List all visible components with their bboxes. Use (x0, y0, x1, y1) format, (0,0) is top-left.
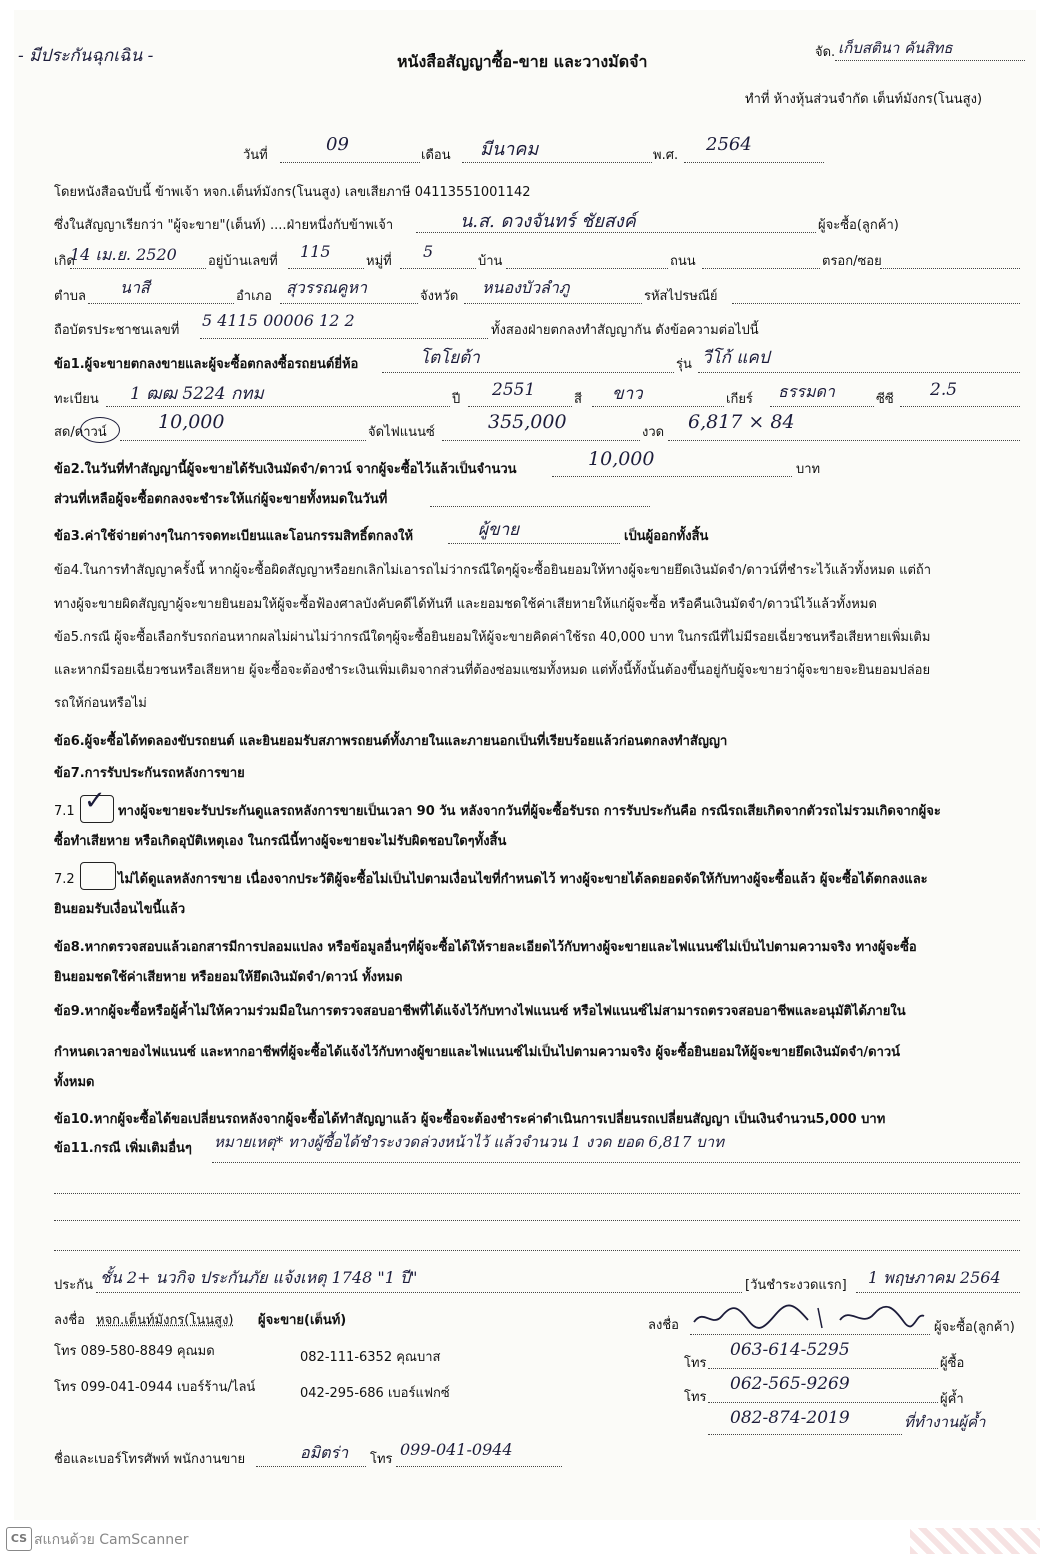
born-label: เกิด (54, 254, 75, 269)
clause1-model: วีโก้ แคป (702, 348, 770, 368)
clause8-line2: ยินยอมชดใช้ค่าเสียหาย หรือยอมให้ยึดเงินมัดจำ/ดาวน์ ทั้งหมด (54, 970, 403, 985)
clause9-line2: กำหนดเวลาของไฟแนนซ์ และหากอาชีพที่ผู้จะซื้อได้แจ้งไว้กับทางผู้ขายและไฟแนนซ์ไม่เป็นไปตามความจริง ผู้จะซื้อยินยอมให้ผู้จะขายยึดเงินมัดจำ/ดาวน์ (54, 1045, 901, 1060)
work-tel: 082-874-2019 (730, 1408, 850, 1428)
province-line (464, 303, 642, 304)
subdistrict-label: ตำบล (54, 289, 86, 304)
clause1-finance: 355,000 (488, 411, 567, 433)
buyer-signature (690, 1298, 930, 1334)
clause7-title: ข้อ7.การรับประกันรถหลังการขาย (54, 766, 245, 781)
clause1-reg-line (106, 406, 450, 407)
shop-tel-3: โทร 099-041-0944 เบอร์ร้าน/ไลน์ (54, 1380, 256, 1395)
seller-line-pre: ซึ่งในสัญญาเรียกว่า "ผู้จะขาย"(เต็นท์) ....ฝ่ายหนึ่งกับข้าพเจ้า (54, 218, 394, 233)
camscanner-text: สแกนด้วย CamScanner (34, 1532, 189, 1548)
subdistrict-value: นาสี (120, 278, 150, 297)
clause1-cc-line (900, 406, 1020, 407)
house-label: อยู่บ้านเลขที่ (208, 254, 278, 269)
alley-line (880, 268, 1020, 269)
clause1-cash-label: สด/ดาวน์ (54, 425, 107, 440)
district-line (280, 303, 418, 304)
year-label: พ.ศ. (653, 148, 679, 163)
born-line (70, 268, 206, 269)
guarantor-tel-line (708, 1402, 938, 1403)
clause2-remain: ส่วนที่เหลือผู้จะซื้อตกลงจะชำระให้แก่ผู้จะขายทั้งหมดในวันที่ (54, 492, 388, 507)
clause4-line1: ข้อ4.ในการทำสัญญาครั้งนี้ หากผู้จะซื้อผิดสัญญาหรือยกเลิกไม่เอารถไม่ว่ากรณีใดๆผู้จะซื้อยินยอมให้ทางผู้จะขายยึดเงินมัดจำ/ดาวน์ที่ชำระไว้แล้วทั้งหมด แต่ถ้า (54, 563, 932, 578)
sales-label: ชื่อและเบอร์โทรศัพท์ พนักงานขาย (54, 1452, 246, 1467)
clause1-text: ข้อ1.ผู้จะขายตกลงขายและผู้จะซื้อตกลงซื้อรถยนต์ยี่ห้อ (54, 357, 359, 372)
clause7-opt1-line2: ซื้อทำเสียหาย หรือเกิดอุบัติเหตุเอง ในกรณีนี้ทางผู้จะขายจะไม่รับผิดชอบใดๆทั้งสิ้น (54, 834, 507, 849)
clause9-line3: ทั้งหมด (54, 1075, 95, 1090)
seller-line-post: ผู้จะซื้อ(ลูกค้า) (818, 218, 899, 233)
clause11-line2 (54, 1193, 1020, 1194)
clause9-line1: ข้อ9.หากผู้จะซื้อหรือผู้ค้ำไม่ให้ความร่วมมือในการตรวจสอบอาชีพที่ได้แจ้งไว้กับทางไฟแนนซ์ หรือไฟแนนซ์ไม่สามารถตรวจสอบอาชีพและอนุมัติได้ภายใน (54, 1004, 906, 1019)
clause7-opt2-line1: ไม่ได้ดูแลหลังการขาย เนื่องจากประวัติผู้จะซื้อไม่เป็นไปตามเงื่อนไขที่กำหนดไว้ ทางผู้จะขายได้ลดยอดจัดให้กับทางผู้จะซื้อแล้ว ผู้จะซื้อได้ตกลงและ (118, 872, 928, 887)
clause11-line1 (212, 1162, 1020, 1163)
guarantor-tel: 062-565-9269 (730, 1374, 850, 1394)
buyer-sign-line (690, 1334, 930, 1335)
day-line (280, 162, 420, 163)
district-value: สุวรรณคูหา (286, 278, 368, 297)
buyer-tel-line (708, 1368, 938, 1369)
clause7-opt2-line2: ยินยอมรับเงื่อนไขนี้แล้ว (54, 902, 186, 917)
sales-tel: 099-041-0944 (400, 1440, 513, 1459)
insurance-value: ชั้น 2+ นวกิจ ประกันภัย แจ้งเหตุ 1748 "1 ปี" (100, 1268, 418, 1287)
clause10-text: ข้อ10.หากผู้จะซื้อได้ขอเปลี่ยนรถหลังจากผู้จะซื้อได้ทำสัญญาแล้ว ผู้จะซื้อจะต้องชำระค่าดำเนินการเปลี่ยนรถเปลี่ยนสัญญา เป็นเงินจำนวน5,000 บาท (54, 1112, 886, 1127)
buyer-tel-role: ผู้ซื้อ (940, 1356, 965, 1371)
clause1-finance-label: จัดไฟแนนซ์ (368, 425, 435, 440)
clause7-opt1-num: 7.1 (54, 804, 75, 819)
month-label: เดือน (421, 148, 451, 163)
clause1-finance-line (442, 440, 640, 441)
sales-name: อมิตร่า (300, 1443, 349, 1462)
clause1-gear-line (770, 406, 874, 407)
district-label: อำเภอ (236, 289, 272, 304)
clause3-who: ผู้ขาย (478, 520, 520, 540)
clause5-line3: รถให้ก่อนหรือไม่ (54, 696, 147, 711)
clause3-text: ข้อ3.ค่าใช้จ่ายต่างๆในการจดทะเบียนและโอนกรรมสิทธิ์ตกลงให้ (54, 529, 414, 544)
shop-tel-1: โทร 089-580-8849 คุณมด (54, 1344, 215, 1359)
clause1-color-line (592, 406, 724, 407)
arranged-value: เก็บสตินา คันสิทธ (838, 39, 953, 57)
postcode-line (732, 303, 1020, 304)
clause1-year: 2551 (492, 380, 536, 400)
clause1-gear-label: เกียร์ (726, 392, 753, 407)
month-line (462, 162, 652, 163)
clause1-model-label: รุ่น (676, 357, 692, 372)
seller-role: ผู้จะขาย(เต็นท์) (258, 1313, 347, 1328)
clause1-gear: ธรรมดา (778, 382, 835, 401)
sales-tel-label: โทร (370, 1452, 393, 1467)
month-value: มีนาคม (480, 139, 539, 160)
arranged-label: จัด. (815, 45, 836, 60)
clause5-line2: และหากมีรอยเฉี่ยวชนหรือเสียหาย ผู้จะซื้อจะต้องชำระเงินเพิ่มเติมจากส่วนที่ต้องซ่อมแซมทั้งหมด แต่ทั้งนี้ทั้งนั้นต้องขึ้นอยู่กับผู้จะขายว่าผู้จะขายจะยินยอมปล่อย (54, 663, 931, 678)
contract-paper (14, 10, 1036, 1520)
intro-line: โดยหนังสือฉบับนี้ ข้าพเจ้า หจก.เต็นท์มังกร(โนนสูง) เลขเสียภาษี 04113551001142 (54, 185, 531, 200)
clause2-amount-line (552, 476, 792, 477)
clause6-text: ข้อ6.ผู้จะซื้อได้ทดลองขับรถยนต์ และยินยอมรับสภาพรถยนต์ทั้งภายในและภายนอกเป็นที่เรียบร้อยแล้วก่อนตกลงทำสัญญา (54, 734, 728, 749)
clause2-amount: 10,000 (588, 448, 655, 470)
clause11-line4 (54, 1250, 1020, 1251)
note-top-left: - มีประกันฉุกเฉิน - (18, 46, 154, 66)
clause3-post: เป็นผู้ออกทั้งสิ้น (624, 529, 709, 544)
clause1-year-line (468, 406, 572, 407)
clause1-cash-line (120, 440, 366, 441)
insurance-line (96, 1292, 742, 1293)
seller-sign-name: หจก.เต็นท์มังกร(โนนสูง) (96, 1313, 234, 1328)
clause1-color-label: สี (574, 392, 582, 407)
background-pattern (910, 1528, 1040, 1554)
buyer-name-line (416, 232, 816, 233)
clause3-who-line (448, 543, 620, 544)
guarantor-tel-label: โทร (684, 1390, 707, 1405)
clause4-line2: ทางผู้จะขายผิดสัญญาผู้จะขายยินยอมให้ผู้จะซื้อฟ้องศาลบังคับคดีได้ทันที และยอมชดใช้ค่าเสียหายให้แก่ผู้จะซื้อ หรือคืนเงินมัดจำ/ดาวน์ไว้แล้วทั้งหมด (54, 597, 877, 612)
clause1-brand-line (382, 372, 674, 373)
village-label: บ้าน (478, 254, 503, 269)
clause1-install: 6,817 × 84 (688, 411, 795, 433)
buyer-name: น.ส. ดวงจันทร์ ชัยสงค์ (460, 211, 636, 232)
day-value: 09 (326, 134, 349, 155)
idcard-line (200, 338, 488, 339)
down-circle-mark (80, 417, 120, 443)
clause2-text: ข้อ2.ในวันที่ทำสัญญานี้ผู้จะขายได้รับเงินมัดจำ/ดาวน์ จากผู้จะซื้อไว้แล้วเป็นจำนวน (54, 462, 517, 477)
clause1-install-label: งวด (642, 425, 665, 440)
idcard-post: ทั้งสองฝ่ายตกลงทำสัญญากัน ดังข้อความต่อไปนี้ (491, 323, 759, 338)
clause1-reg: 1 ฒฒ 5224 กทม (130, 384, 264, 404)
postcode-label: รหัสไปรษณีย์ (644, 289, 718, 304)
alley-label: ตรอก/ซอย (822, 254, 882, 269)
clause11-value: หมายเหตุ* ทางผู้ซื้อได้ชำระงวดล่วงหน้าไว้ แล้วจำนวน 1 งวด ยอด 6,817 บาท (214, 1133, 724, 1151)
year-value: 2564 (706, 134, 752, 155)
clause1-cash: 10,000 (158, 411, 225, 433)
clause2-remain-line (430, 506, 650, 507)
province-label: จังหวัด (420, 289, 459, 304)
moo-line (400, 268, 476, 269)
work-tel-line (708, 1434, 902, 1435)
shop-fax: 042-295-686 เบอร์แฟกซ์ (300, 1386, 450, 1401)
sales-name-line (256, 1466, 366, 1467)
road-line (702, 268, 820, 269)
day-label: วันที่ (243, 148, 268, 163)
document-title: หนังสือสัญญาซื้อ-ขาย และวางมัดจำ (397, 52, 648, 71)
house-value: 115 (300, 242, 331, 261)
clause7-opt1-line1: ทางผู้จะขายจะรับประกันดูแลรถหลังการขายเป็นเวลา 90 วัน หลังจากวันที่ผู้จะซื้อรับรถ การรับประกันคือ กรณีรถเสียเกิดจากตัวรถไม่รวมเกิดจากผู้จะ (118, 804, 941, 819)
buyer-sign-label: ลงชื่อ (648, 1318, 679, 1333)
made-at: ทำที่ ห้างหุ้นส่วนจำกัด เต็นท์มังกร(โนนสูง) (745, 92, 983, 107)
clause7-opt2-checkbox[interactable] (80, 862, 116, 890)
idcard-value: 5 4115 00006 12 2 (202, 311, 355, 330)
buyer-tel-label: โทร (684, 1356, 707, 1371)
idcard-label: ถือบัตรประชาชนเลขที่ (54, 323, 180, 338)
village-line (506, 268, 668, 269)
clause7-opt2-num: 7.2 (54, 872, 75, 887)
clause8-line1: ข้อ8.หากตรวจสอบแล้วเอกสารมีการปลอมแปลง หรือข้อมูลอื่นๆที่ผู้จะซื้อได้ให้รายละเอียดไว้กับทางผู้จะขายและไฟแนนซ์ไม่เป็นไปตามความจริง ทางผู้จะซื้อ (54, 940, 917, 955)
clause1-install-line (668, 440, 1020, 441)
house-line (288, 268, 364, 269)
clause1-cc: 2.5 (930, 380, 958, 400)
clause2-unit: บาท (796, 462, 821, 477)
clause1-color: ขาว (612, 384, 643, 404)
shop-tel-2: 082-111-6352 คุณบาส (300, 1350, 441, 1365)
road-label: ถนน (670, 254, 696, 269)
clause11-line3 (54, 1220, 1020, 1221)
subdistrict-line (88, 303, 234, 304)
work-tel-role: ที่ทำงานผู้ค้ำ (904, 1413, 986, 1431)
buyer-role: ผู้จะซื้อ(ลูกค้า) (934, 1320, 1015, 1335)
arranged-line (835, 60, 1025, 61)
insurance-label: ประกัน (54, 1278, 93, 1293)
guarantor-tel-role: ผู้ค้ำ (940, 1392, 964, 1407)
moo-value: 5 (423, 242, 434, 261)
clause1-brand: โตโยต้า (420, 348, 480, 368)
first-due-label: [วันชำระงวดแรก] (745, 1278, 847, 1293)
seller-sign-label: ลงชื่อ (54, 1313, 85, 1328)
clause1-year-label: ปี (452, 392, 461, 407)
first-due-value: 1 พฤษภาคม 2564 (868, 1268, 1001, 1287)
clause1-model-line (698, 372, 1020, 373)
year-line (684, 162, 824, 163)
born-value: 14 เม.ย. 2520 (70, 245, 177, 264)
province-value: หนองบัวลำภู (482, 278, 570, 297)
checkmark-icon: ✓ (84, 786, 106, 816)
buyer-tel: 063-614-5295 (730, 1340, 850, 1360)
clause5-line1: ข้อ5.กรณี ผู้จะซื้อเลือกรับรถก่อนหากผลไม่ผ่านไม่ว่ากรณีใดๆผู้จะซื้อยินยอมให้ผู้จะขายคิดค่าใช้รถ 40,000 บาท ในกรณีที่ไม่มีรอยเฉี่ยวชนหรือเสียหายเพิ่มเติม (54, 630, 931, 645)
first-due-line (856, 1292, 1020, 1293)
camscanner-logo: CS (6, 1527, 32, 1551)
clause1-cc-label: ซีซี (876, 392, 894, 407)
sales-tel-line (396, 1466, 562, 1467)
moo-label: หมู่ที่ (366, 254, 392, 269)
clause11-label: ข้อ11.กรณี เพิ่มเติมอื่นๆ (54, 1141, 192, 1156)
clause1-reg-label: ทะเบียน (54, 392, 99, 407)
